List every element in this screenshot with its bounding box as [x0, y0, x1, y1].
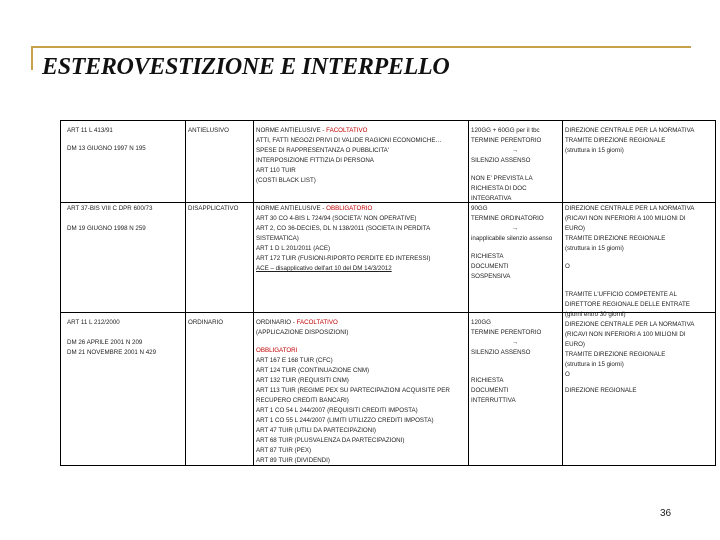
row1-norma-1: ART 11 L 413/91 [67, 127, 113, 134]
row3-competenza-7: DIREZIONE REGIONALE [565, 387, 637, 394]
row2-competenza-8: DIRETTORE REGIONALE DELLE ENTRATE [565, 301, 690, 308]
frame-horizontal-accent [31, 46, 691, 48]
row2-oggetto-3: SISTEMATICA) [256, 235, 299, 242]
row1-tipo: ANTIELUSIVO [188, 127, 229, 134]
row3-oggetto-head: ORDINARIO - FACOLTATIVO [256, 319, 338, 326]
row1-oggetto-1: ATTI, FATTI NEGOZI PRIVI DI VALIDE RAGIONI ECONOMICHE… [256, 137, 442, 144]
comparison-table [60, 120, 716, 466]
row1-oggetto-head: NORME ANTIELUSIVE - FACOLTATIVO [256, 127, 368, 134]
row2-termini-6: SOSPENSIVA [471, 273, 511, 280]
row3-competenza-4: TRAMITE DIREZIONE REGIONALE [565, 351, 666, 358]
row3-termini-5: DOCUMENTI [471, 387, 509, 394]
page-title: ESTEROVESTIZIONE E INTERPELLO [42, 54, 450, 80]
row2-norma-1: ART 37-BIS VIII C DPR 600/73 [67, 205, 153, 212]
row2-tipo: DISAPPLICATIVO [188, 205, 239, 212]
row2-oggetto-2: ART 2, CO 36-DECIES, DL N 138/2011 (SOCIETA IN PERDITA [256, 225, 431, 232]
row2-oggetto-5: ART 172 TUIR (FUSIONI-RIPORTO PERDITE ED INTERESSI) [256, 255, 431, 262]
row2-competenza-3: EURO) [565, 225, 585, 232]
row1-oggetto-3: INTERPOSIZIONE FITTIZIA DI PERSONA [256, 157, 374, 164]
row1-termini-5: RICHIESTA DI DOC [471, 185, 527, 192]
row3-termini-6: INTERRUTTIVA [471, 397, 516, 404]
row1-oggetto-2: SPESE DI RAPPRESENTANZA O PUBBLICITA' [256, 147, 389, 154]
row3-oggetto-8: ART 47 TUIR (UTILI DA PARTECIPAZIONI) [256, 427, 376, 434]
row3-oggetto-2: ART 124 TUIR (CONTINUAZIONE CNM) [256, 367, 370, 374]
row3-norma-3: DM 21 NOVEMBRE 2001 N 429 [67, 349, 157, 356]
row3-oggetto-10: ART 87 TUIR (PEX) [256, 447, 312, 454]
row1-oggetto-4: ART 110 TUIR [256, 167, 296, 174]
row3-termini-arrow: → [511, 339, 519, 346]
col-line-1 [185, 120, 186, 466]
table-border-bottom [60, 465, 716, 466]
row2-competenza-6: O [565, 263, 570, 270]
page-number: 36 [660, 508, 672, 519]
row3-oggetto-11: ART 89 TUIR (DIVIDENDI) [256, 457, 330, 464]
row2-termini-4: RICHIESTA [471, 253, 504, 260]
frame-vertical-accent [31, 46, 33, 70]
row3-competenza-3: EURO) [565, 341, 585, 348]
row2-termini-3: inapplicabile silenzio assenso [471, 235, 553, 242]
row3-oggetto-9: ART 68 TUIR (PLUSVALENZA DA PARTECIPAZIONI) [256, 437, 405, 444]
row2-competenza-4: TRAMITE DIREZIONE REGIONALE [565, 235, 666, 242]
row3-competenza-1: DIREZIONE CENTRALE PER LA NORMATIVA [565, 321, 695, 328]
row3-oggetto-sub: (APPLICAZIONE DISPOSIZIONI) [256, 329, 349, 336]
row1-termini-2: TERMINE PERENTORIO [471, 137, 542, 144]
row3-oggetto-3: ART 132 TUIR (REQUISITI CNM) [256, 377, 349, 384]
row3-competenza-5: (struttura in 15 giorni) [565, 361, 624, 368]
row2-termini-1: 90GG [471, 205, 488, 212]
row2-competenza-7: TRAMITE L'UFFICIO COMPETENTE AL [565, 291, 677, 298]
col-line-3 [468, 120, 469, 466]
col-line-2 [253, 120, 254, 466]
row1-competenza-2: TRAMITE DIREZIONE REGIONALE [565, 137, 666, 144]
row1-termini-4: NON E' PREVISTA LA [471, 175, 533, 182]
col-line-4 [562, 120, 563, 466]
row1-competenza-3: (struttura in 15 giorni) [565, 147, 624, 154]
col-line-0 [60, 120, 61, 466]
row3-termini-3: SILENZIO ASSENSO [471, 349, 531, 356]
row3-termini-1: 120GG [471, 319, 491, 326]
row3-oggetto-1: ART 167 E 168 TUIR (CFC) [256, 357, 333, 364]
row1-competenza-1: DIREZIONE CENTRALE PER LA NORMATIVA [565, 127, 695, 134]
row2-termini-2: TERMINE ORDINATORIO [471, 215, 544, 222]
row-divider-1 [60, 202, 716, 203]
row3-competenza-6: O [565, 371, 570, 378]
row1-termini-3: SILENZIO ASSENSO [471, 157, 531, 164]
row1-termini-arrow: → [511, 147, 519, 154]
row3-oggetto-5: RECUPERO CREDITI BANCARI) [256, 397, 349, 404]
row2-oggetto-1: ART 30 CO 4-BIS L 724/94 (SOCIETA' NON OPERATIVE) [256, 215, 417, 222]
row2-norma-2: DM 19 GIUGNO 1998 N 259 [67, 225, 146, 232]
row3-tipo: ORDINARIO [188, 319, 224, 326]
row3-termini-2: TERMINE PERENTORIO [471, 329, 542, 336]
row3-competenza-2: (RICAVI NON INFERIORI A 100 MILIONI DI [565, 331, 686, 338]
row2-competenza-9: (giorni entro 30 giorni) [565, 311, 626, 318]
row3-oggetto-head2: OBBLIGATORI [256, 347, 298, 354]
row3-termini-4: RICHIESTA [471, 377, 504, 384]
row2-competenza-5: (struttura in 15 giorni) [565, 245, 624, 252]
col-line-5 [715, 120, 716, 466]
row2-oggetto-head: NORME ANTIELUSIVE - OBBLIGATORIO [256, 205, 373, 212]
row3-oggetto-4: ART 113 TUIR (REGIME PEX SU PARTECIPAZIONI ACQUISITE PER [256, 387, 450, 394]
row3-norma-2: DM 26 APRILE 2001 N 209 [67, 339, 143, 346]
table-border-top [60, 120, 716, 121]
row1-norma-2: DM 13 GIUGNO 1997 N 195 [67, 145, 146, 152]
row1-termini-6: INTEGRATIVA [471, 195, 512, 202]
row1-termini-1: 120GG + 60GG per il tbc [471, 127, 540, 134]
row2-oggetto-4: ART 1 D L 201/2011 (ACE) [256, 245, 331, 252]
row3-oggetto-6: ART 1 CO 54 L 244/2007 (REQUISITI CREDITI IMPOSTA) [256, 407, 418, 414]
row2-competenza-2: (RICAVI NON INFERIORI A 100 MILIONI DI [565, 215, 686, 222]
row2-termini-5: DOCUMENTI [471, 263, 509, 270]
row3-oggetto-7: ART 1 CO 55 L 244/2007 (LIMITI UTILIZZO CREDITI IMPOSTA) [256, 417, 434, 424]
row2-oggetto-6: ACE – disapplicativo dell'art 10 del DM 14/3/2012 [256, 265, 392, 272]
row1-oggetto-5: (COSTI BLACK LIST) [256, 177, 316, 184]
row2-termini-arrow: → [511, 225, 519, 232]
row2-competenza-1: DIREZIONE CENTRALE PER LA NORMATIVA [565, 205, 695, 212]
row3-norma-1: ART 11 L 212/2000 [67, 319, 120, 326]
